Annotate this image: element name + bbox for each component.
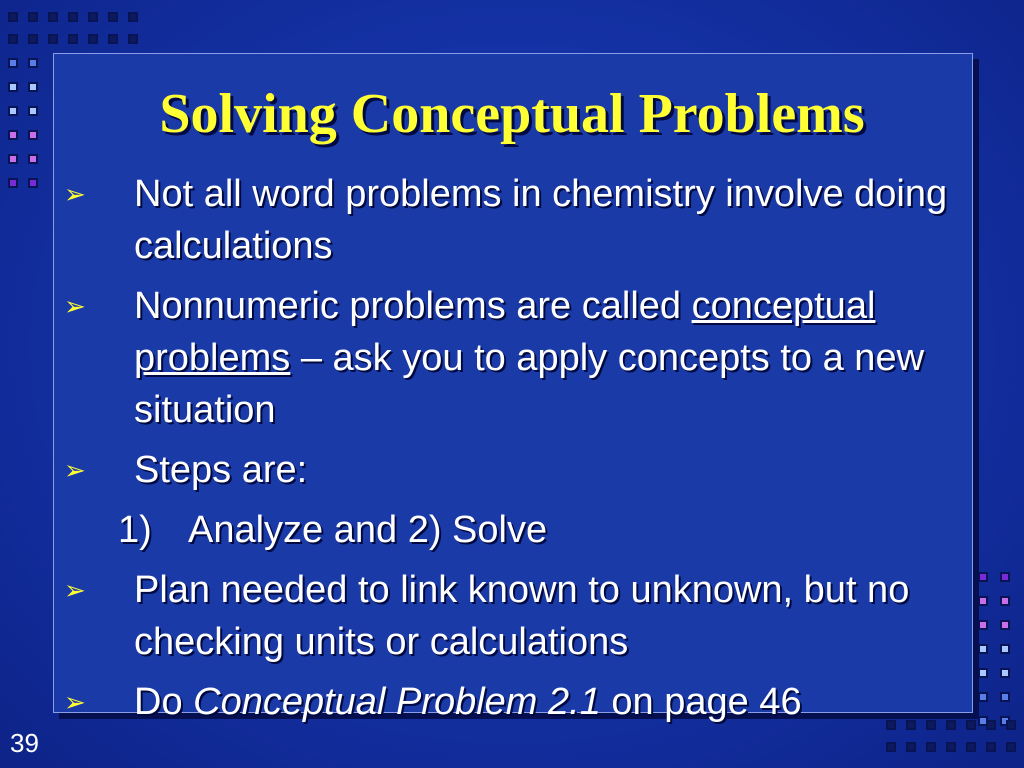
decor-square (28, 154, 38, 164)
decor-square (8, 58, 18, 68)
bullet-italic-reference: Conceptual Problem 2.1 (193, 681, 601, 723)
decor-square (108, 12, 118, 22)
decor-square (8, 12, 18, 22)
decor-square (68, 34, 78, 44)
decor-square (966, 720, 976, 730)
step-number: 1) (118, 509, 152, 551)
decor-square (1006, 742, 1016, 752)
numbered-step-item (62, 504, 962, 556)
decor-square (48, 34, 58, 44)
bullet-item (62, 564, 962, 668)
decor-square (886, 742, 896, 752)
bullet-underlined-term: conceptual problems (134, 285, 876, 379)
decor-square (1006, 720, 1016, 730)
decor-square (906, 742, 916, 752)
decor-square (108, 34, 118, 44)
decor-square (986, 742, 996, 752)
decor-square (28, 34, 38, 44)
decor-square (978, 692, 988, 702)
decor-square (978, 572, 988, 582)
decor-square (1000, 644, 1010, 654)
decor-square (8, 154, 18, 164)
decor-square (978, 596, 988, 606)
decor-square (8, 178, 18, 188)
decor-square (28, 58, 38, 68)
bullet-text: Plan needed to link known to unknown, but no checking units or calculations (134, 569, 910, 663)
arrow-bullet-icon: ➢ (64, 687, 86, 717)
bullet-item (62, 444, 962, 496)
bullet-item (62, 168, 962, 272)
decor-square (88, 34, 98, 44)
decor-square (1000, 692, 1010, 702)
decor-square (1000, 620, 1010, 630)
decor-square (128, 34, 138, 44)
decor-square (128, 12, 138, 22)
decor-square (28, 12, 38, 22)
decor-square (48, 12, 58, 22)
decor-square (978, 620, 988, 630)
decor-square (946, 742, 956, 752)
decor-square (68, 12, 78, 22)
decor-square (8, 34, 18, 44)
decor-square (926, 742, 936, 752)
slide-page-number: 39 (10, 728, 39, 758)
decor-square (1000, 668, 1010, 678)
step-text: Analyze and 2) Solve (188, 509, 548, 551)
slide-title: Solving Conceptual Problems (159, 83, 865, 145)
decor-square (986, 720, 996, 730)
decor-square (978, 644, 988, 654)
bullet-text: Do (134, 681, 194, 723)
decor-square (28, 178, 38, 188)
arrow-bullet-icon: ➢ (64, 575, 86, 605)
bullet-list (62, 168, 962, 736)
bullet-item (62, 280, 962, 436)
bullet-item (62, 676, 962, 728)
bullet-text: Not all word problems in chemistry involve doing calculations (134, 173, 948, 267)
decor-square (88, 12, 98, 22)
arrow-bullet-icon: ➢ (64, 455, 86, 485)
bullet-text: – ask you to apply concepts to a new situation (134, 337, 925, 431)
decor-square (978, 668, 988, 678)
arrow-bullet-icon: ➢ (64, 179, 86, 209)
decor-square (966, 742, 976, 752)
arrow-bullet-icon: ➢ (64, 291, 86, 321)
bullet-text: Steps are: (134, 449, 308, 491)
bullet-text: on page 46 (600, 681, 802, 723)
decor-square (1000, 596, 1010, 606)
decor-square (1000, 572, 1010, 582)
bullet-text: Nonnumeric problems are called (134, 285, 692, 327)
